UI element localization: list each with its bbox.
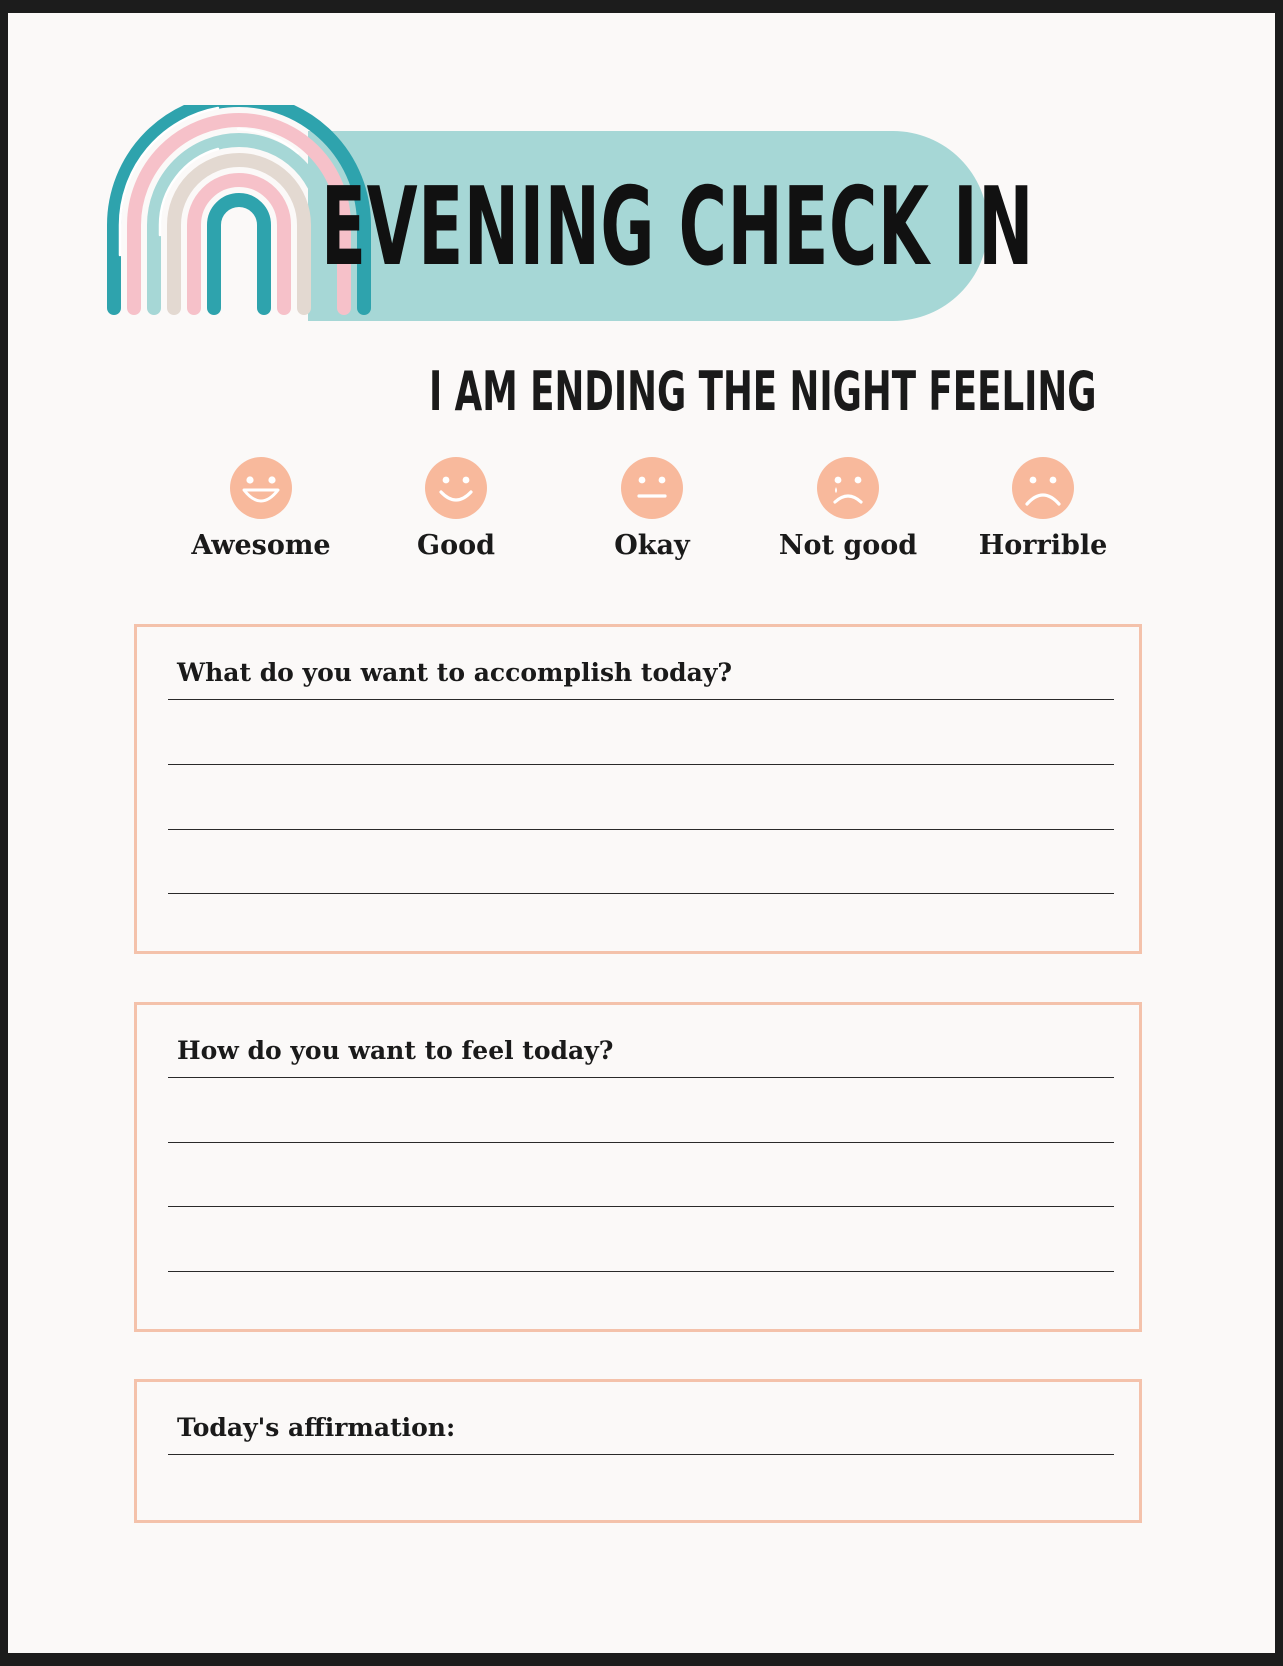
writing-line[interactable] <box>168 893 1114 894</box>
writing-line[interactable] <box>168 699 1114 700</box>
mood-option-good[interactable] <box>356 456 556 576</box>
mood-label: Not good <box>778 530 918 561</box>
mood-option-awesome[interactable] <box>161 456 361 576</box>
writing-line[interactable] <box>168 829 1114 830</box>
mood-label: Awesome <box>191 530 331 561</box>
mood-selector <box>161 456 1121 576</box>
tearful-face-icon <box>816 456 880 520</box>
affirmation-section <box>134 1379 1142 1523</box>
mood-option-horrible[interactable] <box>943 456 1143 576</box>
accomplish-prompt: What do you want to accomplish today? <box>177 658 732 687</box>
grinning-face-icon <box>229 456 293 520</box>
frowning-face-icon <box>1011 456 1075 520</box>
writing-line[interactable] <box>168 764 1114 765</box>
worksheet-page <box>8 13 1275 1653</box>
page-subtitle: I AM ENDING THE NIGHT FEELING <box>429 360 1097 423</box>
mood-option-not-good[interactable] <box>748 456 948 576</box>
accomplish-section <box>134 624 1142 954</box>
mood-label: Okay <box>614 530 690 561</box>
writing-line[interactable] <box>168 1206 1114 1207</box>
mood-label: Horrible <box>978 530 1108 561</box>
feel-section <box>134 1002 1142 1332</box>
writing-line[interactable] <box>168 1454 1114 1455</box>
mood-option-okay[interactable] <box>552 456 752 576</box>
writing-line[interactable] <box>168 1142 1114 1143</box>
neutral-face-icon <box>620 456 684 520</box>
writing-line[interactable] <box>168 1271 1114 1272</box>
writing-line[interactable] <box>168 1077 1114 1078</box>
smiling-face-icon <box>424 456 488 520</box>
feel-prompt: How do you want to feel today? <box>177 1036 614 1065</box>
page-title: EVENING CHECK IN <box>321 165 1035 290</box>
mood-label: Good <box>417 530 495 561</box>
affirmation-prompt: Today's affirmation: <box>177 1413 456 1442</box>
